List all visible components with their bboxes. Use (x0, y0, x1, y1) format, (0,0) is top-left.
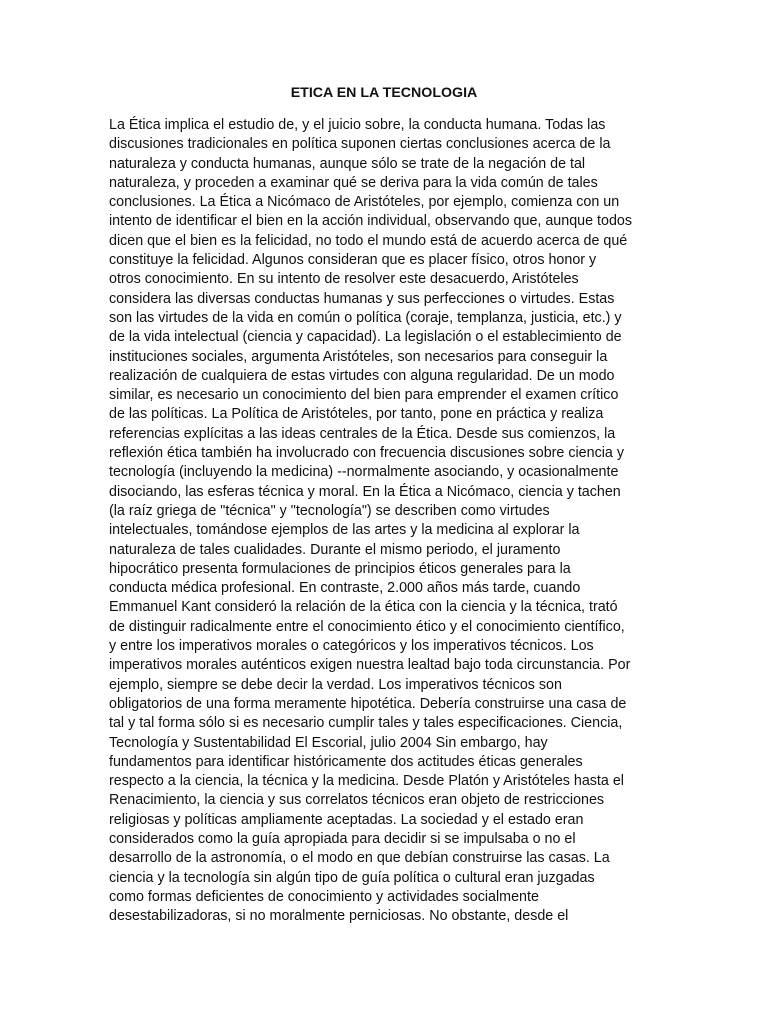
body-line: como formas deficientes de conocimiento y actividades socialmente (109, 888, 539, 905)
body-line: de distinguir radicalmente entre el conocimiento ético y el conocimiento científico, (109, 618, 625, 635)
body-line: Tecnología y Sustentabilidad El Escorial, julio 2004 Sin embargo, hay (109, 734, 548, 751)
body-line: son las virtudes de la vida en común o política (coraje, templanza, justicia, etc.) y (109, 309, 622, 326)
body-line: considera las diversas conductas humanas y sus perfecciones o virtudes. Estas (109, 290, 615, 307)
body-line: ciencia y la tecnología sin algún tipo de guía política o cultural eran juzgadas (109, 869, 595, 886)
body-line: naturaleza de tales cualidades. Durante el mismo periodo, el juramento (109, 541, 561, 558)
body-line: constituye la felicidad. Algunos consideran que es placer físico, otros honor y (109, 252, 597, 269)
body-line: discusiones tradicionales en política suponen ciertas conclusiones acerca de la (109, 136, 611, 153)
body-line: tal y tal forma sólo si es necesario cumplir tales y tales especificaciones. Ciencia, (109, 715, 623, 732)
body-line: obligatorios de una forma meramente hipotética. Debería construirse una casa de (109, 695, 627, 712)
body-line: reflexión ética también ha involucrado con frecuencia discusiones sobre ciencia y (109, 445, 624, 462)
body-line: fundamentos para identificar históricamente dos actitudes éticas generales (109, 753, 583, 770)
body-line: naturaleza y conducta humanas, aunque sólo se trate de la negación de tal (109, 155, 586, 172)
body-line: religiosas y políticas ampliamente aceptadas. La sociedad y el estado eran (109, 811, 584, 828)
body-line: dicen que el bien es la felicidad, no todo el mundo está de acuerdo acerca de qué (109, 232, 628, 249)
body-line: (la raíz griega de "técnica" y "tecnología") se describen como virtudes (109, 502, 550, 519)
body-line: tecnología (incluyendo la medicina) --normalmente asociando, y ocasionalmente (109, 464, 619, 481)
body-line: desarrollo de la astronomía, o el modo en que debían construirse las casas. La (109, 850, 610, 867)
body-line: similar, es necesario un conocimiento del bien para emprender el examen crítico (109, 387, 619, 404)
body-line: intento de identificar el bien en la acción individual, observando que, aunque todos (109, 213, 633, 230)
document-body (109, 116, 669, 926)
body-line: disociando, las esferas técnica y moral. En la Ética a Nicómaco, ciencia y tachen (109, 483, 621, 500)
body-line: naturaleza, y proceden a examinar qué se deriva para la vida común de tales (109, 174, 598, 191)
body-line: conducta médica profesional. En contraste, 2.000 años más tarde, cuando (109, 580, 581, 597)
body-line: imperativos morales auténticos exigen nuestra lealtad bajo toda circunstancia. Por (109, 657, 631, 674)
body-line: desestabilizadoras, si no moralmente perniciosas. No obstante, desde el (109, 908, 569, 925)
body-line: respecto a la ciencia, la técnica y la medicina. Desde Platón y Aristóteles hasta el (109, 773, 624, 790)
body-line: de las políticas. La Política de Aristóteles, por tanto, pone en práctica y realiza (109, 406, 604, 423)
document-title: ETICA EN LA TECNOLOGIA (290, 85, 478, 101)
body-line: hipocrático presenta formulaciones de principios éticos generales para la (109, 560, 571, 577)
body-line: Emmanuel Kant consideró la relación de la ética con la ciencia y la técnica, trató (109, 599, 618, 616)
body-line: ejemplo, siempre se debe decir la verdad. Los imperativos técnicos son (109, 676, 562, 693)
body-line: conclusiones. La Ética a Nicómaco de Aristóteles, por ejemplo, comienza con un (109, 194, 620, 211)
body-line: considerados como la guía apropiada para decidir si se impulsaba o no el (109, 830, 576, 847)
body-line: realización de cualquiera de estas virtudes con alguna regularidad. De un modo (109, 367, 615, 384)
body-line: La Ética implica el estudio de, y el juicio sobre, la conducta humana. Todas las (109, 117, 606, 133)
body-line: otros conocimiento. En su intento de resolver este desacuerdo, Aristóteles (109, 271, 579, 288)
body-line: referencias explícitas a las ideas centrales de la Ética. Desde sus comienzos, la (109, 425, 616, 442)
body-line: de la vida intelectual (ciencia y capacidad). La legislación o el establecimiento de (109, 329, 622, 346)
body-line: Renacimiento, la ciencia y sus correlatos técnicos eran objeto de restricciones (109, 792, 605, 809)
body-line: y entre los imperativos morales o categóricos y los imperativos técnicos. Los (109, 638, 594, 655)
body-line: intelectuales, tomándose ejemplos de las artes y la medicina al explorar la (109, 522, 580, 539)
body-line: instituciones sociales, argumenta Aristóteles, son necesarios para conseguir la (109, 348, 608, 365)
